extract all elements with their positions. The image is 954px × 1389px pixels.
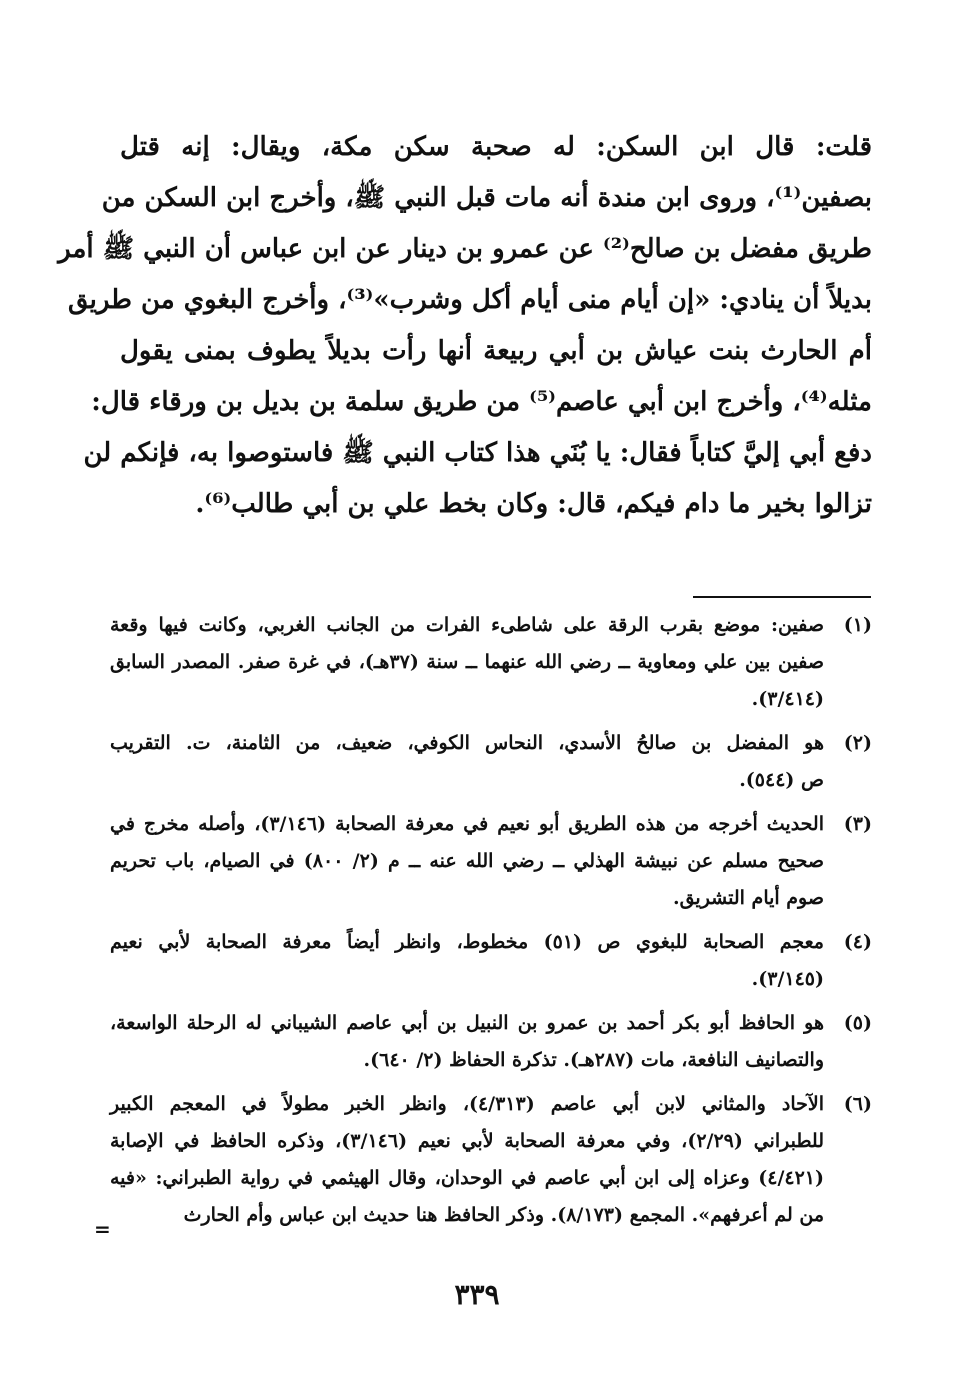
main-text-line: بصفين⁽¹⁾، وروى ابن مندة أنه مات قبل النبي ﷺ، وأخرج ابن السكن من [101,183,872,213]
page-number: ٣٣٩ [454,1278,500,1311]
footnote-number: (٥) [843,1012,872,1034]
footnote-1 [110,607,872,718]
main-text-line: أم الحارث بنت عياش بن أبي ربيعة أنها رأت بديلاً يطوف بمنى يقول [120,336,872,366]
footnote-3 [110,806,872,917]
footnote-number: (٤) [843,931,872,953]
footnote-line: صحيح مسلم عن نبيشة الهذلي ــ رضي الله عنه ــ م (٢/ ٨٠٠) في الصيام، باب تحريم [110,850,824,872]
footnote-line: من لم أعرفهم». المجمع (٨/١٧٣). وذكر الحافظ هنا حديث ابن عباس وأم الحارث [183,1204,824,1226]
footnote-line: ص (٥٤٤). [739,769,824,791]
footnotes-block [110,607,872,1241]
footnote-line: معجم الصحابة للبغوي ص (٥١) مخطوط، وانظر أيضاً معرفة الصحابة لأبي نعيم [110,931,824,953]
footnote-line: الحديث أخرجه من هذه الطريق أبو نعيم في معرفة الصحابة (٣/١٤٦)، وأصله مخرج في [110,813,824,835]
footnote-line: صفين: موضع بقرب الرقة على شاطىء الفرات من الجانب الغربي، وكانت فيها وقعة [110,614,824,636]
main-text-line: تزالوا بخير ما دام فيكم، قال: وكان بخط علي بن أبي طالب⁽⁶⁾. [195,489,872,519]
footnote-line: (٤/٤٢١) وعزاه إلى ابن أبي عاصم في الوحدان، وقال الهيثمي في رواية الطبراني: «فيه [110,1167,824,1189]
footnote-line: والتصانيف النافعة، مات (٢٨٧هـ). تذكرة الحفاظ (٢/ ٦٤٠). [363,1049,824,1071]
footnote-line: الآحاد والمثاني لابن أبي عاصم (٤/٣١٣)، وانظر الخبر مطولاً في المعجم الكبير [110,1093,824,1115]
main-text-block [58,122,872,530]
footnote-2 [110,725,872,799]
footnote-separator [693,596,871,598]
footnote-number: (١) [843,614,872,636]
footnote-line: (٣/٤١٤). [751,688,824,710]
footnote-line: هو الحافظ أبو بكر أحمد بن عمرو بن النبيل بن أبي عاصم الشيباني له الرحلة الواسعة، [110,1012,824,1034]
main-text-line: دفع أبي إليَّ كتاباً فقال: يا بُنَي هذا كتاب النبي ﷺ فاستوصوا به، فإنكم لن [83,438,872,468]
footnote-number: (٢) [843,732,872,754]
footnote-line: (٣/١٤٥). [751,968,824,990]
footnote-number: (٦) [843,1093,872,1115]
footnote-line: للطبراني (٢/٢٩)، وفي معرفة الصحابة لأبي نعيم (٣/١٤٦)، وذكره الحافظ في الإصابة [110,1130,824,1152]
footnote-number: (٣) [843,813,872,835]
continuation-mark: = [94,1217,111,1241]
footnote-line: صفين بين علي ومعاوية ــ رضي الله عنهما ــ سنة (٣٧هـ)، في غرة صفر. المصدر السابق [110,651,824,673]
footnote-5 [110,1005,872,1079]
footnote-line: صوم أيام التشريق. [672,887,824,909]
main-text-line: طريق مفضل بن صالح⁽²⁾ عن عمرو بن دينار عن ابن عباس أن النبي ﷺ أمر [58,234,872,264]
main-text-line: قلت: قال ابن السكن: له صحبة سكن مكة، ويقال: إنه قتل [120,132,872,162]
main-text-line: بديلاً أن ينادي: «إن أيام منى أيام أكل وشرب»⁽³⁾، وأخرج البغوي من طريق [67,285,872,315]
footnote-line: هو المفضل بن صالحُ الأسدي، النحاس الكوفي، ضعيف، من الثامنة، ت. التقريب [110,732,824,754]
footnote-4 [110,924,872,998]
main-text-line: مثله⁽⁴⁾، وأخرج ابن أبي عاصم⁽⁵⁾ من طريق سلمة بن بديل بن ورقاء قال: [91,387,872,417]
footnote-6 [110,1086,872,1234]
